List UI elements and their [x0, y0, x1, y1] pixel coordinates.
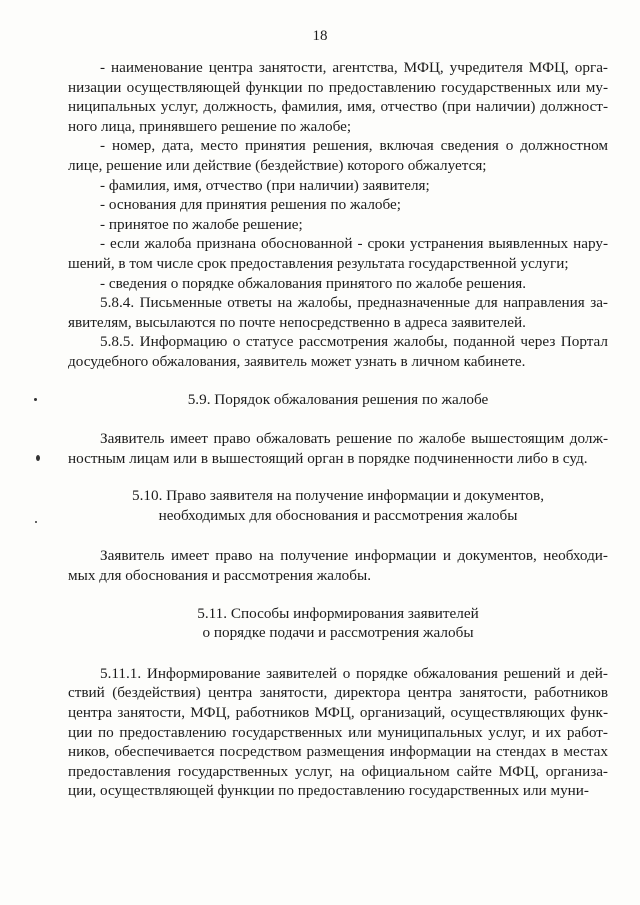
text-line: - принятое по жалобе решение;: [100, 215, 303, 233]
spacer: [100, 586, 608, 604]
heading-line: 5.9. Порядок обжалования решения по жалобе: [187, 390, 489, 408]
list-item: [68, 332, 608, 371]
text-line: центра занятости, МФЦ, работников МФЦ, организаций, осуществляющих функ-: [68, 704, 608, 722]
heading-line: 5.10. Право заявителя на получение информации и документов,: [132, 487, 544, 505]
text-line: - если жалоба признана обоснованной - сроки устранения выявленных нару-: [100, 235, 608, 253]
text-line: 5.8.5. Информацию о статусе рассмотрения жалобы, поданной через Портал: [100, 333, 608, 351]
section-heading: [68, 604, 608, 643]
text-line: ции по предоставлению государственных или муниципальных услуг, и их работ-: [68, 723, 608, 741]
list-item: [100, 274, 608, 294]
scan-speck: [34, 398, 37, 401]
text-line: ностным лицам или в вышестоящий орган в порядке подчиненности либо в суд.: [68, 449, 588, 467]
text-line: - наименование центра занятости, агентства, МФЦ, учредителя МФЦ, орга-: [100, 59, 608, 76]
text-line: ции, осуществляющей функции по предоставлению государственных или муни-: [68, 782, 589, 800]
text-line: - номер, дата, место принятия решения, включая сведения о должностном: [100, 137, 608, 155]
section-paragraph: [68, 664, 608, 801]
spacer: [100, 372, 608, 390]
text-line: ного лица, принявшего решение по жалобе;: [68, 117, 352, 135]
list-item: [100, 195, 608, 215]
spacer: [100, 468, 608, 486]
text-line: ниципальных услуг, должность, фамилия, имя, отчество (при наличии) должност-: [68, 98, 608, 116]
text-line: ников, обеспечивается посредством размещения информации на стендах в местах: [68, 743, 608, 761]
heading-line: необходимых для обоснования и рассмотрения жалобы: [158, 506, 518, 524]
list-item: [68, 293, 608, 332]
list-item: [68, 234, 608, 273]
spacer: [100, 643, 608, 664]
text-line: Заявитель имеет право на получение информации и документов, необходи-: [100, 547, 608, 565]
text-line: Заявитель имеет право обжаловать решение по жалобе вышестоящим долж-: [100, 430, 608, 448]
list-item: [68, 58, 608, 136]
heading-line: о порядке подачи и рассмотрения жалобы: [202, 624, 474, 642]
text-line: мых для обоснования и рассмотрения жалобы.: [68, 567, 372, 585]
section-heading: [68, 390, 608, 410]
scan-speck: [35, 521, 37, 523]
text-line: досудебного обжалования, заявитель может узнать в личном кабинете.: [68, 352, 526, 370]
text-line: 5.11.1. Информирование заявителей о порядке обжалования решений и дей-: [100, 664, 608, 682]
text-line: 5.8.4. Письменные ответы на жалобы, предназначенные для направления за-: [100, 294, 608, 312]
list-item: [100, 176, 608, 196]
document-body: [68, 58, 608, 801]
section-paragraph: [68, 429, 608, 468]
section-heading: [68, 486, 608, 525]
text-line: - сведения о порядке обжалования принятого по жалобе решения.: [100, 274, 527, 292]
text-line: лице, решение или действие (бездействие) которого обжалуется;: [68, 156, 487, 174]
page-number: 18: [312, 28, 328, 44]
text-line: - основания для принятия решения по жалобе;: [100, 196, 401, 214]
text-line: низации осуществляющей функции по предоставлению государственных или му-: [68, 78, 608, 96]
section-paragraph: [68, 546, 608, 585]
heading-line: 5.11. Способы информирования заявителей: [197, 604, 479, 622]
text-line: - фамилия, имя, отчество (при наличии) заявителя;: [100, 176, 430, 194]
list-item: [68, 136, 608, 175]
spacer: [100, 525, 608, 546]
scan-speck: [36, 455, 40, 461]
list-item: [100, 215, 608, 235]
text-line: предоставления государственных услуг, на официальном сайте МФЦ, организа-: [68, 762, 608, 780]
text-line: ствий (бездействия) центра занятости, директора центра занятости, работников: [68, 684, 608, 702]
spacer: [100, 409, 608, 429]
text-line: явителям, высылаются по почте непосредственно в адреса заявителей.: [68, 313, 526, 331]
text-line: шений, в том числе срок предоставления результата государственной услуги;: [68, 254, 569, 272]
